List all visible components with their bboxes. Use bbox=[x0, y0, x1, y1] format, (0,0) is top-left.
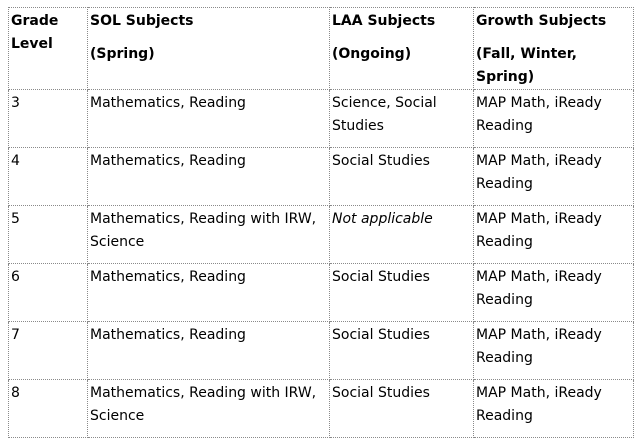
laa-subjects-cell: Science, Social Studies bbox=[330, 90, 474, 148]
header-grade-level-label: Grade Level bbox=[11, 13, 59, 52]
table-row bbox=[9, 148, 634, 206]
header-growth-subjects-sublabel: (Fall, Winter, Spring) bbox=[476, 46, 577, 85]
header-sol-subjects-label: SOL Subjects bbox=[90, 13, 194, 29]
table-row bbox=[9, 264, 634, 322]
table-row bbox=[9, 206, 634, 264]
grade-cell: 4 bbox=[9, 148, 88, 206]
grade-cell: 3 bbox=[9, 90, 88, 148]
sol-subjects-cell: Mathematics, Reading bbox=[88, 264, 330, 322]
header-sol-subjects bbox=[88, 8, 330, 90]
sol-subjects-cell: Mathematics, Reading bbox=[88, 148, 330, 206]
growth-subjects-cell: MAP Math, iReady Reading bbox=[474, 206, 634, 264]
sol-subjects-cell: Mathematics, Reading with IRW, Science bbox=[88, 206, 330, 264]
growth-subjects-cell: MAP Math, iReady Reading bbox=[474, 90, 634, 148]
grade-cell: 7 bbox=[9, 322, 88, 380]
sol-subjects-cell: Mathematics, Reading bbox=[88, 322, 330, 380]
header-growth-subjects bbox=[474, 8, 634, 90]
header-row bbox=[9, 8, 634, 90]
subjects-table bbox=[8, 7, 634, 438]
header-laa-subjects-label: LAA Subjects bbox=[332, 13, 436, 29]
header-laa-subjects-sublabel: (Ongoing) bbox=[332, 46, 412, 62]
grade-cell: 8 bbox=[9, 380, 88, 438]
header-growth-subjects-label: Growth Subjects bbox=[476, 13, 607, 29]
laa-subjects-cell: Not applicable bbox=[330, 206, 474, 264]
laa-subjects-cell: Social Studies bbox=[330, 380, 474, 438]
sol-subjects-cell: Mathematics, Reading bbox=[88, 90, 330, 148]
grade-cell: 5 bbox=[9, 206, 88, 264]
laa-subjects-cell: Social Studies bbox=[330, 322, 474, 380]
sol-subjects-cell: Mathematics, Reading with IRW, Science bbox=[88, 380, 330, 438]
grade-cell: 6 bbox=[9, 264, 88, 322]
growth-subjects-cell: MAP Math, iReady Reading bbox=[474, 264, 634, 322]
growth-subjects-cell: MAP Math, iReady Reading bbox=[474, 148, 634, 206]
header-grade-level bbox=[9, 8, 88, 90]
header-sol-subjects-sublabel: (Spring) bbox=[90, 46, 155, 62]
laa-subjects-cell: Social Studies bbox=[330, 148, 474, 206]
table-row bbox=[9, 380, 634, 438]
growth-subjects-cell: MAP Math, iReady Reading bbox=[474, 322, 634, 380]
table-row bbox=[9, 90, 634, 148]
header-laa-subjects bbox=[330, 8, 474, 90]
laa-subjects-cell: Social Studies bbox=[330, 264, 474, 322]
growth-subjects-cell: MAP Math, iReady Reading bbox=[474, 380, 634, 438]
table-row bbox=[9, 322, 634, 380]
